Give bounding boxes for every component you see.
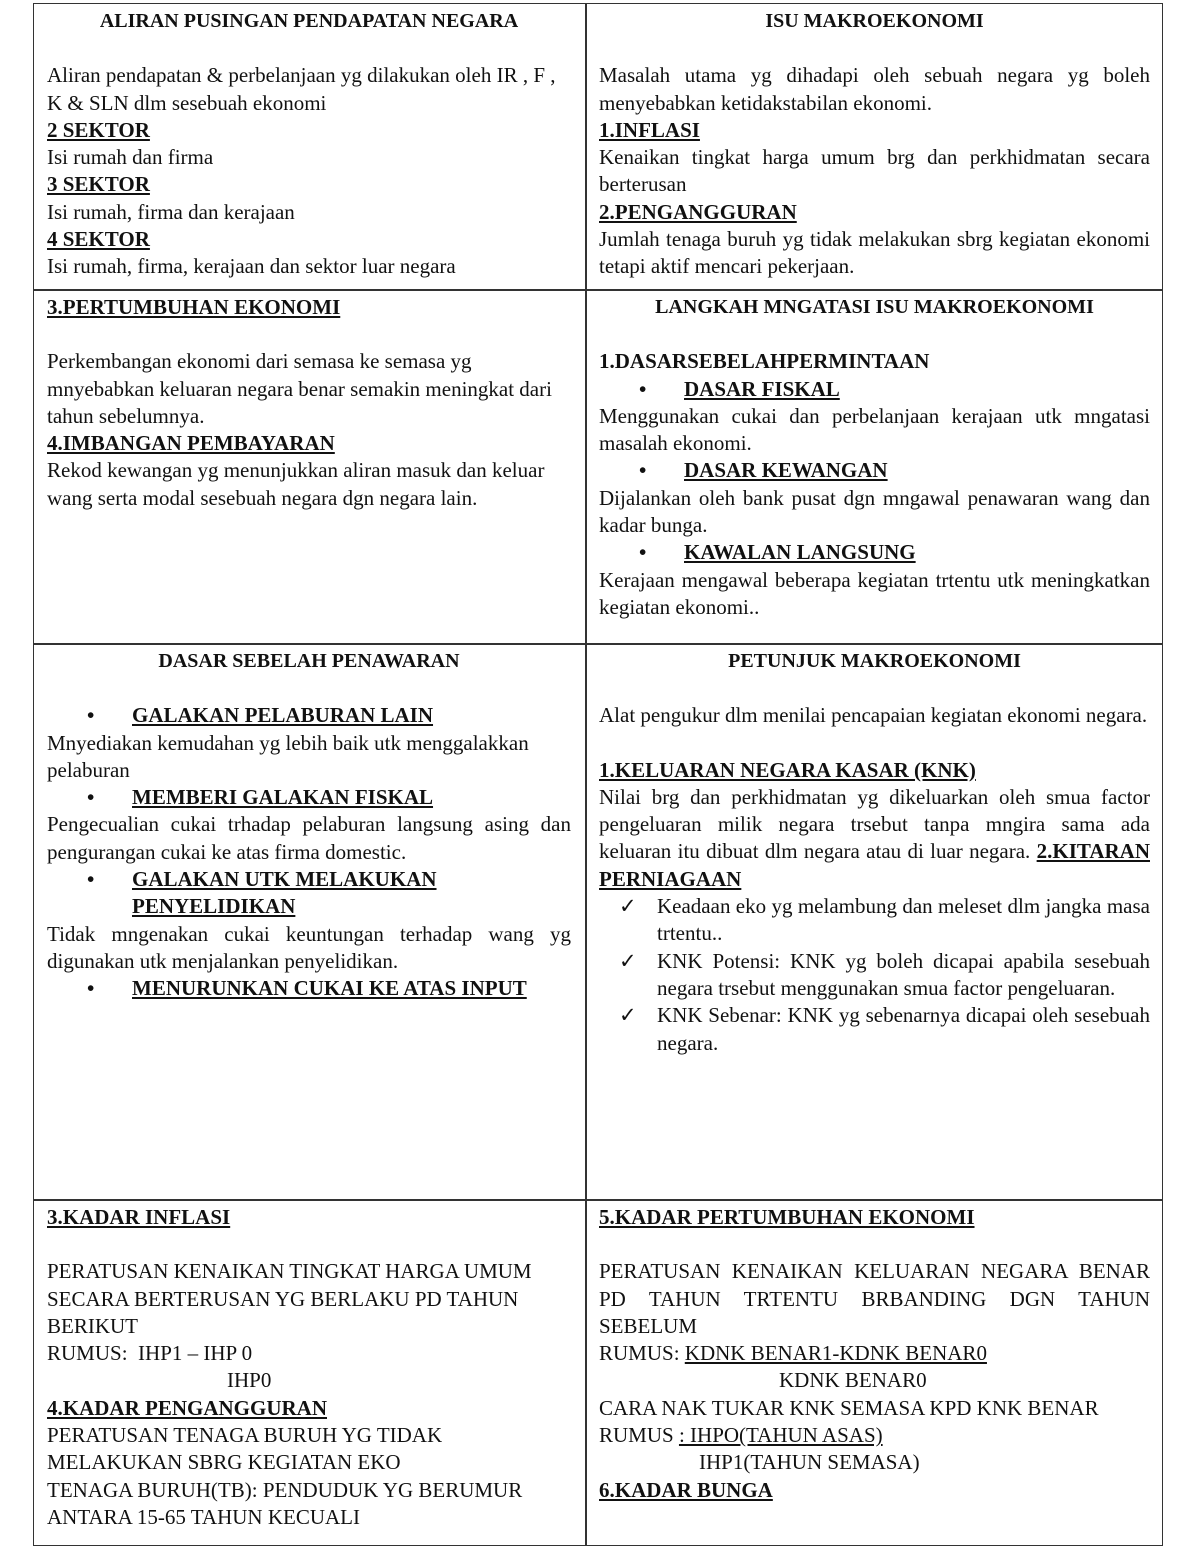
check-text: KNK Potensi: KNK yg boleh dicapai apabila sesebuah negara trsebut menggunakan smua factor pengeluaran. xyxy=(657,948,1150,1000)
text-galakan-fiskal: Pengecualian cukai trhadap pelaburan langsung asing dan pengurangan cukai ke atas firma domestic. xyxy=(47,812,571,864)
cell-title: 3.PERTUMBUHAN EKONOMI xyxy=(47,295,341,319)
heading-kitaran: 2.KITARAN PERNIAGAAN xyxy=(599,839,1150,891)
text-penyelidikan: Tidak mngenakan cukai keuntungan terhadap wang yg digunakan utk menjalankan penyelidikan. xyxy=(47,921,571,973)
list-item xyxy=(619,1002,1150,1057)
formula-knk-benar xyxy=(599,1422,1150,1449)
list-item xyxy=(639,539,1150,566)
heading-pengangguran: 2.PENGANGGURAN xyxy=(599,199,797,224)
heading-imbangan: 4.IMBANGAN PEMBAYARAN xyxy=(47,431,335,456)
text-imbangan: Rekod kewangan yg menunjukkan aliran masuk dan keluar wang serta modal sesebuah negara dgn negara lain. xyxy=(47,458,545,510)
formula-inflasi xyxy=(47,1340,571,1367)
text-kadar-pertumbuhan: PERATUSAN KENAIKAN KELUARAN NEGARA BENAR PD TAHUN TRTENTU BRBANDING DGN TAHUN SEBELUM xyxy=(599,1259,1150,1338)
bullet-icon: • xyxy=(87,867,95,892)
heading-3-sektor: 3 SEKTOR xyxy=(47,172,150,197)
heading-knk: 1.KELUARAN NEGARA KASAR (KNK) xyxy=(599,757,976,782)
check-icon: ✓ xyxy=(619,894,637,919)
bullet-label: DASAR KEWANGAN xyxy=(684,458,888,483)
bullet-icon: • xyxy=(639,376,647,401)
list-item xyxy=(639,376,1150,403)
check-icon: ✓ xyxy=(619,1003,637,1028)
cell-dasar-penawaran xyxy=(34,644,585,1199)
bullet-icon: • xyxy=(639,458,647,483)
text-dasar-kewangan: Dijalankan oleh bank pusat dgn mngawal penawaran wang dan kadar bunga. xyxy=(599,485,1150,538)
list-item xyxy=(639,457,1150,484)
bullet-icon: • xyxy=(87,703,95,728)
bullet-label: MENURUNKAN CUKAI KE ATAS INPUT xyxy=(132,976,527,1001)
heading-inflasi: 1.INFLASI xyxy=(599,117,700,142)
heading-2-sektor: 2 SEKTOR xyxy=(47,117,150,142)
text-knk xyxy=(599,784,1150,893)
cell-title: 5.KADAR PERTUMBUHAN EKONOMI xyxy=(599,1205,975,1229)
cell-isu-makroekonomi xyxy=(586,4,1164,289)
cell-title: LANGKAH MNGATASI ISU MAKROEKONOMI xyxy=(655,296,1094,318)
heading-4-sektor: 4 SEKTOR xyxy=(47,227,150,252)
formula-label: RUMUS: xyxy=(599,1341,680,1366)
formula-pertumbuhan xyxy=(599,1340,1150,1367)
check-text: Keadaan eko yg melambung dan meleset dlm jangka masa trtentu.. xyxy=(657,894,1150,946)
text-tenaga-buruh: TENAGA BURUH(TB): PENDUDUK YG BERUMUR ANTARA 15-65 TAHUN KECUALI xyxy=(47,1477,523,1529)
text-4-sektor: Isi rumah, firma, kerajaan dan sektor luar negara xyxy=(47,254,456,279)
formula-label: RUMUS xyxy=(599,1423,674,1448)
bullet-label: GALAKAN PELABURAN LAIN xyxy=(132,703,434,728)
text-3-sektor: Isi rumah, firma dan kerajaan xyxy=(47,199,295,224)
text-pengangguran: Jumlah tenaga buruh yg tidak melakukan sbrg kegiatan ekonomi tetapi aktif mencari pekerjaan. xyxy=(599,227,1150,279)
formula-denominator: IHP1(TAHUN SEMASA) xyxy=(699,1450,920,1475)
cell-petunjuk-makroekonomi xyxy=(586,644,1164,1199)
formula-label: RUMUS: xyxy=(47,1341,128,1366)
cell-aliran-pusingan xyxy=(34,4,585,289)
knk-definition: Nilai brg dan perkhidmatan yg dikeluarkan oleh smua factor pengeluaran milik negara trsebut tanpa mngira sama ada keluaran itu dibuat dlm negara atau di luar negara. xyxy=(599,784,1150,864)
list-item xyxy=(619,893,1150,948)
cell-intro: Masalah utama yg dihadapi oleh sebuah negara yg boleh menyebabkan ketidakstabilan ekonomi. xyxy=(599,63,1150,115)
bullet-icon: • xyxy=(87,976,95,1001)
cell-title: ISU MAKROEKONOMI xyxy=(765,10,984,32)
text-tukar-knk: CARA NAK TUKAR KNK SEMASA KPD KNK BENAR xyxy=(599,1395,1099,1420)
list-item xyxy=(87,975,571,1002)
heading-kadar-bunga: 6.KADAR BUNGA xyxy=(599,1477,773,1502)
formula-numerator: KDNK BENAR1-KDNK BENAR0 xyxy=(684,1341,987,1366)
text-pertumbuhan: Perkembangan ekonomi dari semasa ke semasa yg mnyebabkan keluaran negara benar semakin meningkat dari tahun sebelumnya. xyxy=(47,349,552,428)
formula-numerator: IHP1 – IHP 0 xyxy=(138,1341,253,1366)
bullet-icon: • xyxy=(639,540,647,565)
heading-kadar-pengangguran: 4.KADAR PENGANGGURAN xyxy=(47,1395,327,1420)
bullet-label: KAWALAN LANGSUNG xyxy=(684,540,916,565)
cell-kadar-inflasi xyxy=(34,1200,585,1547)
list-item xyxy=(87,784,571,811)
cell-intro: Aliran pendapatan & perbelanjaan yg dilakukan oleh IR , F , K & SLN dlm sesebuah ekonomi xyxy=(47,63,556,115)
cell-title: 3.KADAR INFLASI xyxy=(47,1205,231,1229)
text-inflasi: Kenaikan tingkat harga umum brg dan perkhidmatan secara berterusan xyxy=(599,145,1150,197)
bullet-label: DASAR FISKAL xyxy=(684,376,840,401)
text-2-sektor: Isi rumah dan firma xyxy=(47,145,214,170)
cell-intro: Alat pengukur dlm menilai pencapaian kegiatan ekonomi negara. xyxy=(599,703,1148,728)
text-kawalan-langsung: Kerajaan mengawal beberapa kegiatan trtentu utk meningkatkan kegiatan ekonomi.. xyxy=(599,567,1150,619)
cell-title: DASAR SEBELAH PENAWARAN xyxy=(158,650,460,672)
formula-numerator: : IHPO(TAHUN ASAS) xyxy=(678,1423,883,1448)
cell-langkah-mengatasi xyxy=(586,290,1164,643)
formula-denominator: KDNK BENAR0 xyxy=(779,1368,927,1393)
list-item xyxy=(87,866,571,921)
list-item xyxy=(619,948,1150,1003)
cell-kadar-pertumbuhan xyxy=(586,1200,1164,1547)
bullet-icon: • xyxy=(87,785,95,810)
text-kadar-pengangguran: PERATUSAN TENAGA BURUH YG TIDAK MELAKUKAN SBRG KEGIATAN EKO xyxy=(47,1423,443,1475)
heading-dasar-permintaan: 1.DASARSEBELAHPERMINTAAN xyxy=(599,349,930,374)
check-text: KNK Sebenar: KNK yg sebenarnya dicapai oleh sesebuah negara. xyxy=(657,1003,1150,1055)
notes-table xyxy=(33,3,1163,1546)
list-item xyxy=(87,702,571,729)
text-kadar-inflasi: PERATUSAN KENAIKAN TINGKAT HARGA UMUM SECARA BERTERUSAN YG BERLAKU PD TAHUN BERIKUT xyxy=(47,1259,532,1338)
formula-denominator: IHP0 xyxy=(227,1368,272,1393)
bullet-label: GALAKAN UTK MELAKUKAN PENYELIDIKAN xyxy=(132,867,437,919)
text-galakan-pelaburan: Mnyediakan kemudahan yg lebih baik utk menggalakkan pelaburan xyxy=(47,730,529,782)
cell-pertumbuhan-ekonomi xyxy=(34,290,585,643)
bullet-label: MEMBERI GALAKAN FISKAL xyxy=(132,785,434,810)
cell-title: PETUNJUK MAKROEKONOMI xyxy=(728,650,1021,672)
cell-title: ALIRAN PUSINGAN PENDAPATAN NEGARA xyxy=(99,10,519,32)
text-dasar-fiskal: Menggunakan cukai dan perbelanjaan kerajaan utk mngatasi masalah ekonomi. xyxy=(599,403,1150,456)
check-icon: ✓ xyxy=(619,948,637,973)
